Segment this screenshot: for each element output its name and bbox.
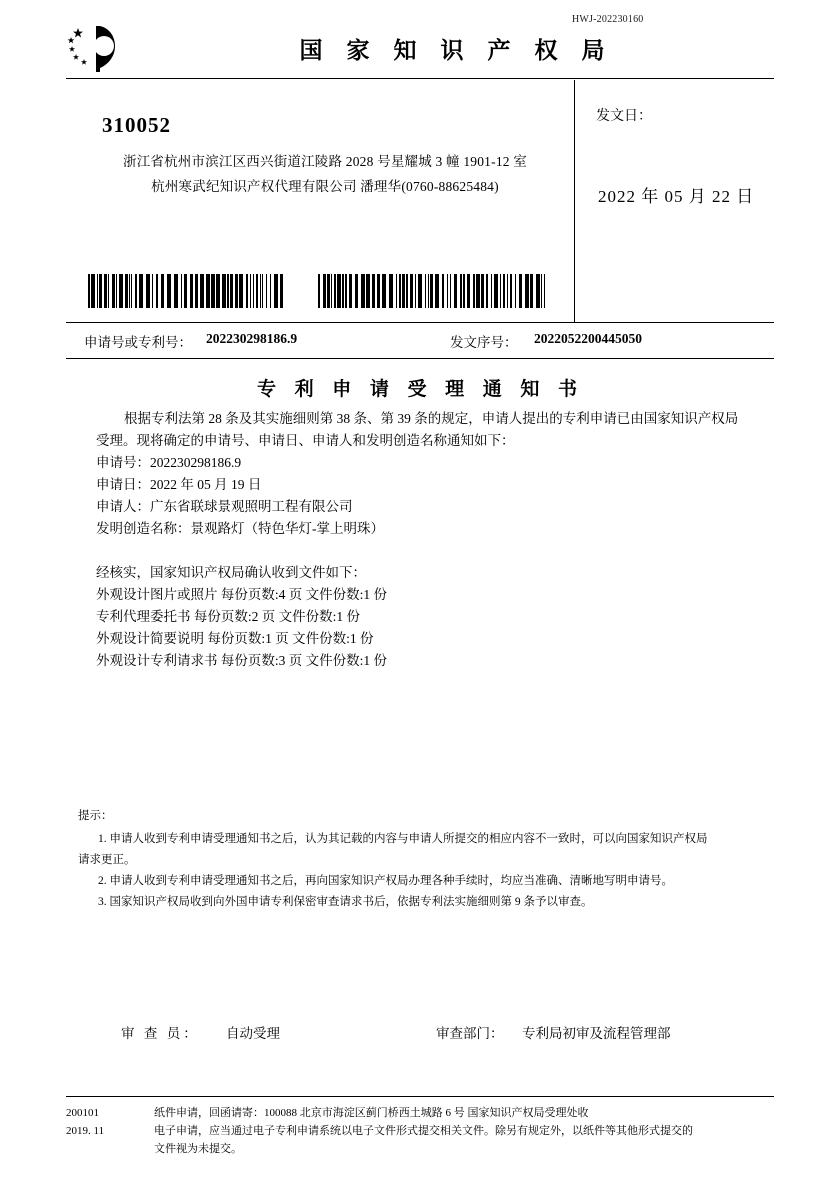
application-number-label: 申请号或专利号： xyxy=(84,335,192,350)
body-spacer xyxy=(96,540,756,562)
document-item: 外观设计图片或照片 每份页数:4 页 文件份数:1 份 xyxy=(96,587,388,602)
tip-item: 3. 国家知识产权局收到向外国申请专利保密审查请求书后，依据专利法实施细则第 9 条予以审查。 xyxy=(98,896,593,908)
application-date-field: 申请日：2022 年 05 月 19 日 xyxy=(96,477,262,492)
tip-item-continuation: 请求更正。 xyxy=(78,854,136,866)
documents-intro: 经核实，国家知识产权局确认收到文件如下： xyxy=(96,565,366,580)
barcode-serial-number xyxy=(318,274,546,308)
application-number-value: 202230298186.9 xyxy=(206,331,298,346)
footer-line-2: 电子申请，应当通过电子专利申请系统以电子文件形式提交相关文件。除另有规定外，以纸件等其他形式提交的 xyxy=(154,1125,693,1137)
serial-number-label: 发文序号： xyxy=(450,335,518,350)
footer-lines xyxy=(154,1104,774,1158)
footer-divider xyxy=(66,1096,774,1097)
invention-name-field: 发明创造名称：景观路灯（特色华灯-掌上明珠） xyxy=(96,521,384,536)
document-header xyxy=(66,22,774,74)
examiner-label: 审 查 员： xyxy=(121,1026,200,1041)
tips-section xyxy=(78,806,768,913)
applicant-field: 申请人：广东省联球景观照明工程有限公司 xyxy=(96,499,353,514)
footer-line-3: 文件视为未提交。 xyxy=(154,1143,242,1155)
application-number-field: 申请号：202230298186.9 xyxy=(96,455,242,470)
address-line-2: 杭州寒武纪知识产权代理有限公司 潘理华(0760-88625484) xyxy=(151,179,499,194)
document-item: 外观设计简要说明 每份页数:1 页 文件份数:1 份 xyxy=(96,631,374,646)
issue-date-label: 发文日： xyxy=(596,109,652,124)
examiner-value: 自动受理 xyxy=(226,1026,280,1041)
document-reference-code: HWJ-202230160 xyxy=(572,14,644,25)
address-line-1: 浙江省杭州市滨江区西兴街道江陵路 2028 号星耀城 3 幢 1901-12 室 xyxy=(123,154,527,169)
document-item: 外观设计专利请求书 每份页数:3 页 文件份数:1 份 xyxy=(96,653,388,668)
address-date-divider xyxy=(574,80,575,322)
postcode: 310052 xyxy=(102,113,171,137)
footer-codes xyxy=(66,1104,136,1140)
application-row-divider xyxy=(66,358,774,359)
page-title: 国 家 知 识 产 权 局 xyxy=(299,37,613,64)
department-value: 专利局初审及流程管理部 xyxy=(522,1026,671,1041)
tip-item: 2. 申请人收到专利申请受理通知书之后，再向国家知识产权局办理各种手续时，均应当准确、清晰地写明申请号。 xyxy=(98,875,673,887)
tip-item: 1. 申请人收到专利申请受理通知书之后，认为其记载的内容与申请人所提交的相应内容不一致时，可以向国家知识产权局 xyxy=(98,833,708,845)
footer-code-1: 200101 xyxy=(66,1107,99,1119)
footer-line-1: 纸件申请，回函请寄：100088 北京市海淀区蓟门桥西土城路 6 号 国家知识产权局受理处收 xyxy=(154,1107,589,1119)
body-paragraph-1: 根据专利法第 28 条及其实施细则第 38 条、第 39 条的规定，申请人提出的专利申请已由国家知识产权局 xyxy=(124,411,739,426)
footer-code-2: 2019. 11 xyxy=(66,1125,105,1137)
application-number-row xyxy=(66,322,774,356)
document-item: 专利代理委托书 每份页数:2 页 文件份数:1 份 xyxy=(96,609,361,624)
barcode-application-number xyxy=(88,274,284,308)
header-divider xyxy=(66,78,774,79)
issue-date-value: 2022 年 05 月 22 日 xyxy=(598,187,755,206)
serial-number-value: 2022052200445050 xyxy=(534,331,642,346)
tips-title: 提示： xyxy=(78,810,113,822)
notice-title: 专 利 申 请 受 理 通 知 书 xyxy=(257,378,583,400)
notice-body xyxy=(96,408,756,672)
national-emblem-icon xyxy=(66,22,124,74)
body-paragraph-1-cont: 受理。现将确定的申请号、申请日、申请人和发明创造名称通知如下： xyxy=(96,433,515,448)
department-label: 审查部门： xyxy=(436,1026,504,1041)
